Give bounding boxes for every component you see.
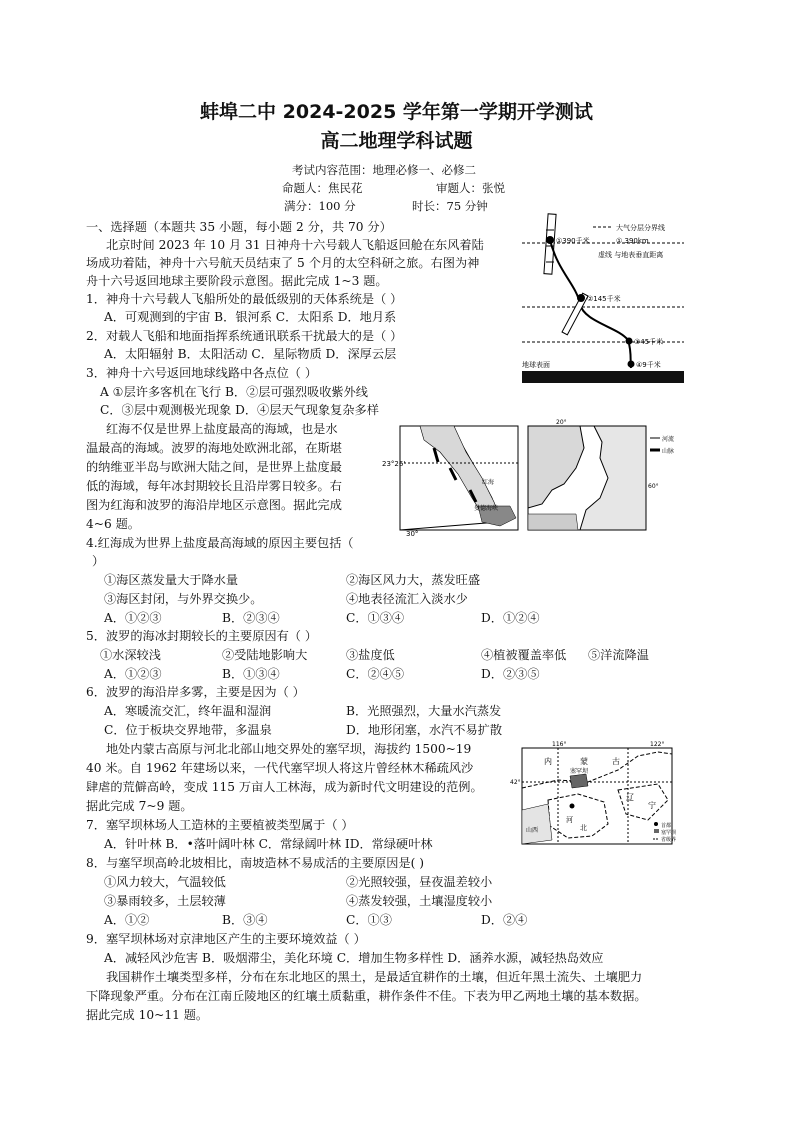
latitude-42-label: 42° bbox=[510, 779, 521, 786]
intro1-line: 北京时间 2023 年 10 月 31 日神舟十六号载人飞船返回舱在东风着陆 bbox=[106, 238, 484, 252]
river-legend-label: 河流 bbox=[662, 436, 675, 443]
exam-subtitle: 高二地理学科试题 bbox=[320, 130, 473, 152]
intro2-line: 低的海域，每年冰封期较长且沿岸雾日较多。右 bbox=[86, 479, 342, 493]
exam-reviewer: 审题人：张悦 bbox=[436, 181, 505, 195]
trajectory-path bbox=[550, 240, 631, 368]
intro3-line: 肆虐的荒僻高岭，变成 115 万亩人工林海，成为新时代文明建设的范例。 bbox=[86, 780, 483, 794]
question-7-options: A．针叶林 B．•落叶阔叶林 C．常绿阔叶林 ID．常绿硬叶林 bbox=[104, 837, 433, 851]
red-sea-label: 红海 bbox=[482, 479, 495, 486]
question-5-item: ⑤洋流降温 bbox=[588, 648, 649, 662]
region-ancient-label: 古 bbox=[612, 757, 620, 766]
question-8-item: ②光照较强，昼夜温差较小 bbox=[346, 875, 493, 889]
question-8-option-c: C．①③ bbox=[346, 913, 392, 927]
question-4-item: ②海区风力大，蒸发旺盛 bbox=[346, 573, 481, 587]
question-4-option-a: A．①②③ bbox=[104, 611, 162, 625]
question-8: 8．与塞罕坝高岭北坡相比，南坡造林不易成活的主要原因是( ) bbox=[86, 856, 425, 870]
exam-score: 满分：100 分 bbox=[284, 199, 356, 213]
legend-note-label: 虚线 与地表垂直距离 bbox=[598, 251, 664, 259]
question-6-option-d: D．地形闭塞，水汽不易扩散 bbox=[346, 723, 503, 737]
exam-scope: 考试内容范围：地理必修一、必修二 bbox=[292, 163, 476, 177]
point-2-icon bbox=[577, 294, 585, 302]
question-2-options: A．太阳辐射 B．太阳活动 C．星际物质 D．深厚云层 bbox=[104, 347, 397, 361]
question-3-options: A ①层许多客机在飞行 B．②层可强烈吸收紫外线 bbox=[100, 385, 368, 399]
saihanba-label: 塞罕坝 bbox=[570, 768, 589, 775]
question-3: 3．神舟十六号返回地球线路中各点位（ ） bbox=[86, 366, 318, 380]
legend-altitude-label: ① 390km bbox=[616, 237, 649, 245]
ground-surface bbox=[522, 371, 684, 383]
tropic-latitude-label: 23°26' bbox=[382, 460, 406, 468]
question-3-options: C．③层中观测极光现象 D．④层天气现象复杂多样 bbox=[100, 403, 379, 417]
saihanba-area-icon bbox=[570, 774, 588, 788]
region-mongolia-label: 蒙 bbox=[580, 757, 588, 766]
question-5-option-d: D．②③⑤ bbox=[481, 667, 540, 681]
central-europe-landmass bbox=[528, 514, 578, 530]
question-8-item: ①风力较大，气温较低 bbox=[104, 875, 226, 889]
question-6-option-a: A．寒暖流交汇，终年温和湿润 bbox=[104, 704, 272, 718]
question-5-item: ④植被覆盖率低 bbox=[481, 648, 567, 662]
legend-boundary-label: 大气分层分界线 bbox=[616, 224, 665, 232]
ground-label: 地球表面 bbox=[522, 361, 550, 369]
baltic-longitude-label: 20° bbox=[556, 419, 567, 426]
question-4: 4.红海成为世界上盐度最高海域的原因主要包括（ bbox=[86, 536, 354, 550]
intro3-line: 40 米。自 1962 年建场以来，一代代塞罕坝人将这片曾经林木稀疏风沙 bbox=[86, 761, 474, 775]
question-8-item: ④蒸发较强，土壤湿度较小 bbox=[346, 894, 493, 908]
intro3-line: 地处内蒙古高原与河北北部山地交界处的塞罕坝，海拔约 1500~19 bbox=[106, 742, 472, 756]
intro1-line: 舟十六号返回地球主要阶段示意图。据此完成 1~3 题。 bbox=[86, 274, 388, 288]
question-5-option-c: C．②④⑤ bbox=[346, 667, 405, 681]
intro2-line: 的纳维亚半岛与欧洲大陆之间，是世界上盐度最 bbox=[86, 460, 342, 474]
region-shanxi-label: 山西 bbox=[526, 827, 539, 834]
point-1-label: ①390千米 bbox=[556, 237, 590, 245]
intro3-line: 据此完成 7~9 题。 bbox=[86, 799, 193, 813]
intro1-line: 场成功着陆，神舟十六号航天员结束了 5 个月的太空科研之旅。右图为神 bbox=[86, 256, 480, 270]
intro4-line: 下降现象严重。分布在江南丘陵地区的红壤土质黏重，耕作条件不佳。下表为甲乙两地土壤的基本数据。 bbox=[86, 989, 647, 1003]
region-ning-label: 宁 bbox=[648, 801, 656, 810]
question-5-item: ③盐度低 bbox=[346, 648, 395, 662]
longitude-label: 30° bbox=[406, 530, 419, 538]
question-4-option-d: D．①②④ bbox=[481, 611, 540, 625]
intro2-line: 图为红海和波罗的海沿岸地区示意图。据此完成 bbox=[86, 498, 342, 512]
question-6-option-c: C．位于板块交界地带，多温泉 bbox=[104, 723, 272, 737]
baltic-latitude-label: 60° bbox=[648, 483, 659, 490]
question-8-option-b: B．③④ bbox=[222, 913, 268, 927]
intro4-line: 我国耕作土壤类型多样，分布在东北地区的黑土，是最适宜耕作的土壤，但近年黑土流失、土壤肥力 bbox=[106, 970, 643, 984]
question-8-item: ③暴雨较多，土层较薄 bbox=[104, 894, 226, 908]
question-9: 9．塞罕坝林场对京津地区产生的主要环境效益（ ） bbox=[86, 932, 366, 946]
question-7: 7．塞罕坝林场人工造林的主要植被类型属于（ ） bbox=[86, 818, 354, 832]
intro2-line: 红海不仅是世界上盐度最高的海域，也是水 bbox=[106, 422, 338, 436]
point-2-label: ②145千米 bbox=[587, 295, 621, 303]
shanxi-area bbox=[522, 804, 552, 844]
return-trajectory-figure bbox=[518, 212, 688, 392]
question-1-options: A．可观测到的宇宙 B．银河系 C．太阳系 D．地月系 bbox=[104, 310, 397, 324]
saihanba-location-map bbox=[508, 740, 688, 850]
red-sea-baltic-map bbox=[380, 418, 680, 538]
question-5: 5．波罗的海冰封期较长的主要原因有（ ） bbox=[86, 629, 318, 643]
point-4-icon bbox=[628, 361, 635, 368]
point-3-label: ③45千米 bbox=[634, 338, 664, 346]
capital-icon bbox=[570, 804, 575, 809]
region-bei-label: 北 bbox=[580, 824, 587, 832]
question-8-option-d: D．②④ bbox=[481, 913, 528, 927]
question-4-item: ①海区蒸发量大于降水量 bbox=[104, 573, 239, 587]
saihanba-legend-label: 塞罕坝 bbox=[661, 830, 677, 836]
saihanba-legend-icon bbox=[654, 829, 659, 833]
question-5-option-a: A．①②③ bbox=[104, 667, 162, 681]
region-inner-label: 内 bbox=[544, 757, 552, 766]
exam-author: 命题人：焦民花 bbox=[282, 181, 363, 195]
question-4-option-b: B．②③④ bbox=[222, 611, 280, 625]
capital-legend-label: 首都 bbox=[661, 823, 672, 829]
question-4-option-c: C．①③④ bbox=[346, 611, 405, 625]
strait-label: 曼德海峡 bbox=[474, 505, 499, 512]
question-2: 2．对载人飞船和地面指挥系统通讯联系干扰最大的是（ ） bbox=[86, 329, 403, 343]
question-5-item: ①水深较浅 bbox=[100, 648, 161, 662]
capital-legend-icon bbox=[654, 822, 658, 826]
question-5-option-b: B．①③④ bbox=[222, 667, 280, 681]
border-legend-label: 省级界 bbox=[661, 837, 677, 843]
question-5-item: ②受陆地影响大 bbox=[222, 648, 308, 662]
region-liao-label: 辽 bbox=[626, 793, 634, 802]
point-1-icon bbox=[546, 236, 554, 244]
intro2-line: 温最高的海域。波罗的海地处欧洲北部，在斯堪 bbox=[86, 441, 342, 455]
question-9-options: A．减轻风沙危害 B．吸烟滞尘，美化环境 C．增加生物多样性 D．涵养水源，减轻热岛效应 bbox=[104, 951, 604, 965]
question-4-cont: ） bbox=[92, 554, 105, 568]
question-4-item: ③海区封闭，与外界交换少。 bbox=[104, 592, 263, 606]
intro2-line: 4~6 题。 bbox=[86, 517, 140, 531]
exam-duration: 时长：75 分钟 bbox=[412, 199, 488, 213]
question-1: 1．神舟十六号载人飞船所处的最低级别的天体系统是（ ） bbox=[86, 292, 403, 306]
longitude-116-label: 116° bbox=[552, 741, 567, 748]
region-he-label: 河 bbox=[566, 816, 573, 824]
question-8-option-a: A．①② bbox=[104, 913, 150, 927]
longitude-122-label: 122° bbox=[650, 741, 665, 748]
question-6: 6．波罗的海沿岸多雾，主要是因为（ ） bbox=[86, 685, 305, 699]
point-4-label: ④9千米 bbox=[636, 361, 661, 369]
section-heading: 一、选择题（本题共 35 小题，每小题 2 分，共 70 分） bbox=[86, 220, 392, 234]
exam-title: 蚌埠二中 2024-2025 学年第一学期开学测试 bbox=[200, 101, 593, 123]
question-6-option-b: B．光照强烈，大量水汽蒸发 bbox=[346, 704, 502, 718]
mountain-legend-label: 山脉 bbox=[662, 448, 675, 455]
intro4-line: 据此完成 10~11 题。 bbox=[86, 1008, 209, 1022]
point-3-icon bbox=[626, 338, 633, 345]
question-4-item: ④地表径流汇入淡水少 bbox=[346, 592, 468, 606]
